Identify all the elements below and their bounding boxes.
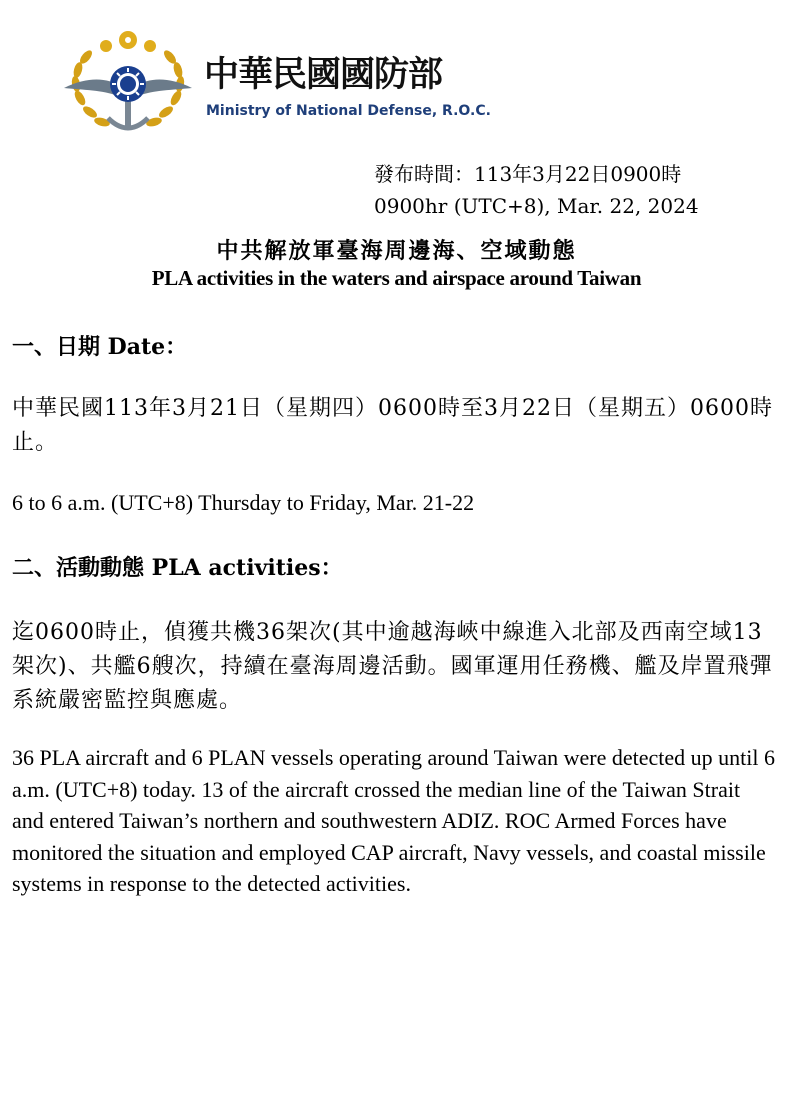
page-title-en: PLA activities in the waters and airspace around Taiwan	[151, 266, 642, 290]
activities-text-en: 36 PLA aircraft and 6 PLAN vessels operating around Taiwan were detected up until 6 a.m. (UTC+8) today. 13 of the aircraft crossed the median line of the Taiwan Strait and entered Taiwan’s northern and southwestern ADIZ. ROC Armed Forces have monitored the situation and employed CAP aircraft, Navy vessels, and coastal missile systems in response to the detected activities.	[12, 745, 775, 896]
org-name-en: Ministry of National Defense, R.O.C.	[206, 103, 491, 119]
activities-text-zh: 迄0600時止，偵獲共機36架次(其中逾越海峽中線進入北部及西南空域13架次)、共艦6艘次，持續在臺海周邊活動。國軍運用任務機、艦及岸置飛彈系統嚴密監控與應處。	[12, 620, 773, 713]
page-title-zh: 中共解放軍臺海周邊海、空域動態	[216, 238, 577, 264]
mnd-emblem-icon	[58, 28, 198, 140]
date-text-en: 6 to 6 a.m. (UTC+8) Thursday to Friday, Mar. 21-22	[12, 490, 475, 515]
section-heading-date: 一、日期 Date：	[12, 334, 188, 360]
release-time	[374, 158, 699, 222]
org-name-zh: 中華民國國防部	[204, 55, 443, 95]
date-text-zh: 中華民國113年3月21日（星期四）0600時至3月22日（星期五）0600時止。	[12, 396, 773, 455]
release-time-zh: 發布時間：113年3月22日0900時	[374, 162, 682, 186]
release-time-en: 0900hr (UTC+8), Mar. 22, 2024	[374, 194, 699, 218]
section-heading-activities: 二、活動動態 PLA activities：	[12, 555, 343, 581]
